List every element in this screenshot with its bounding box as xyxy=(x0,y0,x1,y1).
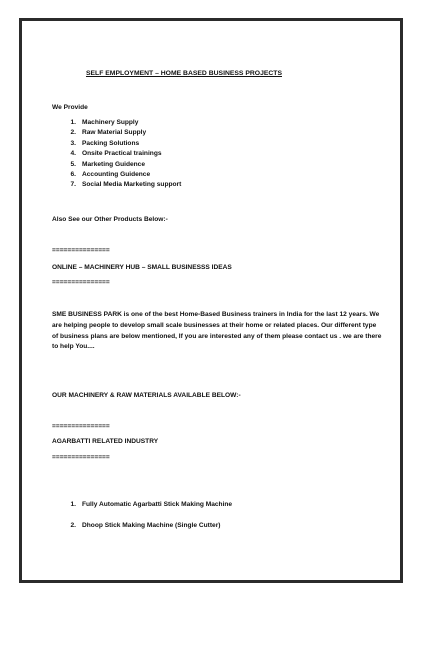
list-item-label: Social Media Marketing support xyxy=(82,181,182,189)
list-item xyxy=(63,118,181,128)
list-item-number: 4. xyxy=(70,150,76,158)
document-title: SELF EMPLOYMENT – HOME BASED BUSINESS PROJECTS xyxy=(85,70,282,77)
document-page xyxy=(19,18,403,583)
provide-heading: We Provide xyxy=(52,104,88,111)
list-item-number: 3. xyxy=(70,139,76,147)
list-item xyxy=(63,180,181,190)
list-item-label: Onsite Practical trainings xyxy=(82,150,162,158)
list-item-number: 2. xyxy=(70,522,76,529)
provide-list xyxy=(63,118,181,191)
separator-line: =============== xyxy=(52,423,110,430)
machine-list-item xyxy=(63,521,220,532)
list-item-label: Packing Solutions xyxy=(82,139,140,147)
machine-list-item xyxy=(63,500,232,511)
list-item-label: Accounting Guidence xyxy=(82,170,151,178)
list-item xyxy=(63,139,181,149)
list-item-label: Fully Automatic Agarbatti Stick Making Machine xyxy=(82,501,233,508)
list-item xyxy=(63,149,181,159)
intro-paragraph: SME BUSINESS PARK is one of the best Home-Based Business trainers in India for the last 12 years. We are helping people to develop small scale businesses at their home or related places. Our different type of business plans are below mentioned, If you are interested any of them please contact us . we are there to help You.... xyxy=(52,311,382,351)
list-item-number: 6. xyxy=(70,170,76,178)
list-item-number: 5. xyxy=(70,160,76,168)
list-item-label: Raw Material Supply xyxy=(82,129,147,137)
list-item-label: Machinery Supply xyxy=(82,119,139,126)
industry-title: AGARBATTI RELATED INDUSTRY xyxy=(52,438,159,445)
list-item-label: Dhoop Stick Making Machine (Single Cutter) xyxy=(82,522,221,529)
list-item xyxy=(63,128,181,138)
list-item-number: 7. xyxy=(70,181,76,189)
hub-title: ONLINE – MACHINERY HUB – SMALL BUSINESSS IDEAS xyxy=(52,264,232,271)
separator-line: =============== xyxy=(52,454,110,461)
also-see-text: Also See our Other Products Below:- xyxy=(52,216,168,223)
list-item-number: 2. xyxy=(70,129,76,137)
list-item-number: 1. xyxy=(70,119,76,126)
list-item xyxy=(63,170,181,180)
separator-line: =============== xyxy=(52,279,110,286)
list-item-number: 1. xyxy=(70,501,76,508)
list-item xyxy=(63,160,181,170)
list-item-label: Marketing Guidence xyxy=(82,160,146,168)
separator-line: =============== xyxy=(52,247,110,254)
machinery-heading: OUR MACHINERY & RAW MATERIALS AVAILABLE BELOW:- xyxy=(52,392,241,399)
